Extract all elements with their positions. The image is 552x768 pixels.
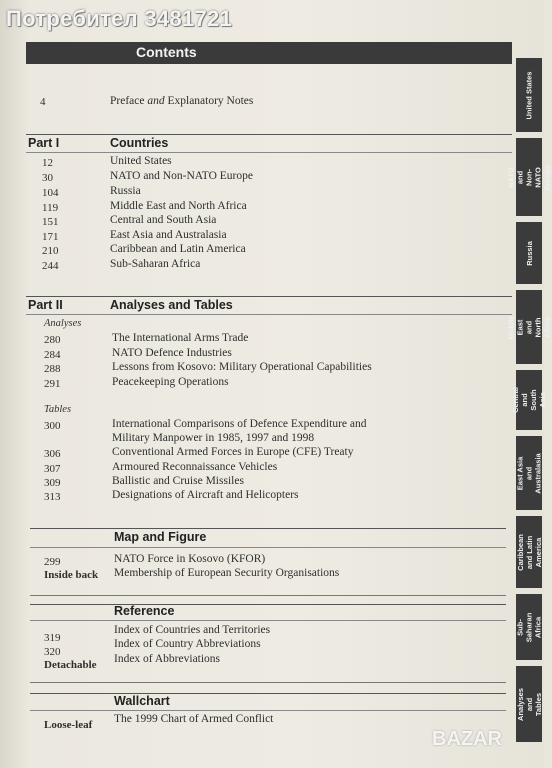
part1-item-num: 210 xyxy=(42,245,59,257)
part1-item-text: Caribbean and Latin America xyxy=(110,243,246,255)
tab-middle-east[interactable] xyxy=(506,290,552,364)
reference-top-rule-a xyxy=(30,595,506,596)
map-title: Map and Figure xyxy=(114,530,207,544)
tab-label: Sub-Saharan Africa xyxy=(515,612,543,642)
reference-title: Reference xyxy=(114,604,175,618)
map-item-text: NATO Force in Kosovo (KFOR) xyxy=(114,553,266,565)
reference-item-num: Detachable xyxy=(44,659,97,671)
tab-nato-europe[interactable] xyxy=(506,138,552,216)
map-top-rule xyxy=(30,528,506,529)
analyses-item-num: 284 xyxy=(44,349,61,361)
analyses-item-text: NATO Defence Industries xyxy=(112,347,232,359)
section-thumb-tabs xyxy=(506,58,552,758)
reference-item-num: 320 xyxy=(44,646,61,658)
analyses-subheading: Analyses xyxy=(44,318,82,329)
reference-top-rule-b xyxy=(30,604,506,605)
part1-top-rule xyxy=(26,134,512,135)
preface-text-and: and xyxy=(147,95,165,107)
reference-item-text: Index of Abbreviations xyxy=(114,653,221,665)
bazar-logo-text: BAZAR xyxy=(432,728,502,750)
preface-text-a: Preface xyxy=(110,95,148,107)
analyses-item-text: The International Arms Trade xyxy=(112,332,249,344)
part1-item-text: East Asia and Australasia xyxy=(110,229,227,241)
analyses-item-text: Peacekeeping Operations xyxy=(112,376,229,388)
tables-item-text: Military Manpower in 1985, 1997 and 1998 xyxy=(112,432,315,444)
tab-russia[interactable] xyxy=(516,222,542,284)
part1-item-num: 244 xyxy=(42,260,59,272)
part2-title: Analyses and Tables xyxy=(110,298,233,312)
part1-title: Countries xyxy=(110,136,169,150)
reference-item-text: Index of Country Abbreviations xyxy=(114,638,261,650)
map-item-text: Membership of European Security Organisations xyxy=(114,567,340,579)
tab-label: NATO and Non-NATO Europe xyxy=(506,164,552,190)
wallchart-top-rule-a xyxy=(30,682,506,683)
part1-label: Part I xyxy=(28,136,60,150)
tables-item-num: 306 xyxy=(44,448,61,460)
tables-item-text: International Comparisons of Defence Expenditure and xyxy=(112,418,367,430)
part1-item-num: 151 xyxy=(42,216,59,228)
analyses-item-num: 288 xyxy=(44,363,61,375)
tab-label: Caribbean and Latin America xyxy=(515,533,543,571)
tables-item-num: 313 xyxy=(44,491,61,503)
contents-title: Contents xyxy=(136,44,197,60)
tables-item-num: 309 xyxy=(44,477,61,489)
tab-central-south-asia[interactable] xyxy=(511,370,547,430)
tab-east-asia[interactable] xyxy=(516,436,542,510)
map-bottom-rule xyxy=(30,547,506,548)
tab-label: Analyses and Tables xyxy=(515,687,543,721)
tables-subheading: Tables xyxy=(44,404,72,415)
reference-item-text: Index of Countries and Territories xyxy=(114,624,271,636)
wallchart-top-rule-b xyxy=(30,693,506,694)
reference-bottom-rule xyxy=(30,620,506,621)
tab-label: Central and South Asia xyxy=(511,387,547,413)
part2-label: Part II xyxy=(28,298,63,312)
part1-item-num: 12 xyxy=(42,157,53,169)
tables-item-text: Designations of Aircraft and Helicopters xyxy=(112,489,299,501)
analyses-item-num: 280 xyxy=(44,334,61,346)
tab-caribbean-latin-america[interactable] xyxy=(516,516,542,588)
map-item-num: 299 xyxy=(44,556,61,568)
wallchart-title: Wallchart xyxy=(114,694,170,708)
wallchart-bottom-rule xyxy=(30,710,506,711)
tables-item-num: 307 xyxy=(44,463,61,475)
tables-item-num: 300 xyxy=(44,420,61,432)
part2-bottom-rule xyxy=(26,314,512,315)
map-item-num: Inside back xyxy=(44,569,99,581)
part1-item-num: 171 xyxy=(42,231,59,243)
part1-item-text: NATO and Non-NATO Europe xyxy=(110,170,253,182)
wallchart-item-text: The 1999 Chart of Armed Conflict xyxy=(114,713,274,725)
tables-item-text: Conventional Armed Forces in Europe (CFE) Treaty xyxy=(112,446,354,458)
tab-label: United States xyxy=(524,71,534,119)
part1-item-text: Sub-Saharan Africa xyxy=(110,258,201,270)
part1-item-num: 30 xyxy=(42,172,53,184)
contents-header-bar xyxy=(26,42,512,64)
analyses-item-num: 291 xyxy=(44,378,61,390)
part1-item-text: Russia xyxy=(110,185,141,197)
preface-text-c: Explanatory Notes xyxy=(164,95,254,107)
user-watermark: Потребител 3481721 xyxy=(6,6,233,31)
part1-item-text: Central and South Asia xyxy=(110,214,217,226)
part1-item-num: 119 xyxy=(42,202,59,214)
reference-item-num: 319 xyxy=(44,632,61,644)
tab-label: East Asia and Australasia xyxy=(515,452,543,494)
part1-bottom-rule xyxy=(26,152,512,153)
tab-label: Middle East and North Africa xyxy=(506,315,552,339)
preface-entry xyxy=(110,95,253,107)
preface-page-number: 4 xyxy=(40,96,46,108)
wallchart-item-num: Loose-leaf xyxy=(44,719,93,731)
tables-item-text: Armoured Reconnaissance Vehicles xyxy=(112,461,278,473)
tables-item-text: Ballistic and Cruise Missiles xyxy=(112,475,244,487)
part1-item-text: United States xyxy=(110,155,172,167)
part1-item-num: 104 xyxy=(42,187,59,199)
part2-top-rule xyxy=(26,296,512,297)
part1-item-text: Middle East and North Africa xyxy=(110,200,247,212)
tab-united-states[interactable] xyxy=(516,58,542,132)
analyses-item-text: Lessons from Kosovo: Military Operational Capabilities xyxy=(112,361,372,373)
tab-label: Russia xyxy=(524,240,534,266)
tab-sub-saharan-africa[interactable] xyxy=(516,594,542,660)
bazar-logo xyxy=(432,722,532,762)
